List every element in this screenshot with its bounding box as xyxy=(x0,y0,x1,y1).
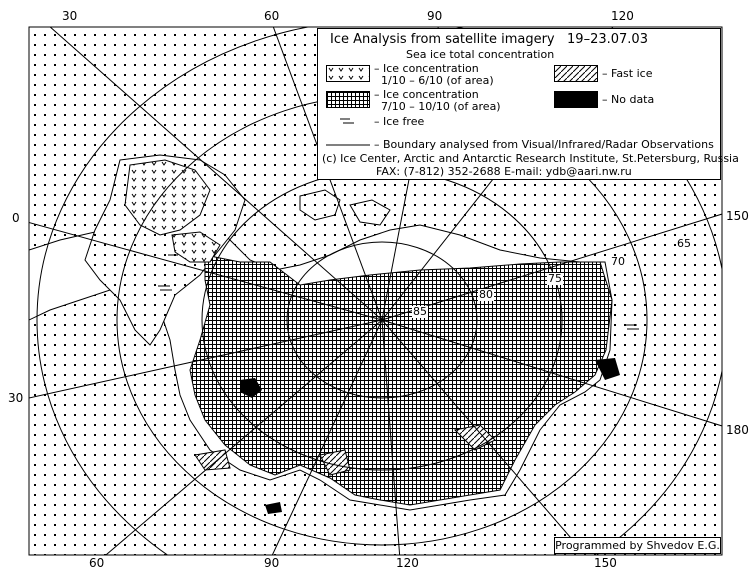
lat-label-80: 80 xyxy=(479,288,493,301)
swatch-fast-ice xyxy=(554,65,598,82)
legend-subtitle: Sea ice total concentration xyxy=(406,48,555,61)
lat-label-85: 85 xyxy=(413,305,427,318)
legend-box xyxy=(317,28,739,180)
swatch-boundary-line xyxy=(326,143,370,147)
lon-label-bottom-2: 120 xyxy=(396,556,419,570)
legend-credit: (c) Ice Center, Arctic and Antarctic Research Institute, St.Petersburg, Russia xyxy=(322,152,739,165)
swatch-ice-free xyxy=(338,116,356,126)
legend-fast-ice-text: – Fast ice xyxy=(602,67,653,80)
legend-title xyxy=(330,32,648,47)
date-range: 19–23.07.03 xyxy=(567,32,648,47)
lon-label-top-0: 30 xyxy=(62,9,78,23)
lon-label-bottom-0: 60 xyxy=(89,556,105,570)
legend-low-line2: 1/10 – 6/10 (of area) xyxy=(381,74,494,87)
legend-contact: FAX: (7-812) 352-2688 E-mail: ydb@aari.nw.ru xyxy=(376,165,632,178)
legend-low-line1: Ice concentration xyxy=(383,62,479,75)
lon-label-top-1: 60 xyxy=(264,9,280,23)
lon-label-right-1: 180 xyxy=(726,423,749,437)
lat-label-65: 65 xyxy=(677,237,691,250)
lon-label-bottom-3: 150 xyxy=(594,556,617,570)
legend-boundary-text: – Boundary analysed from Visual/Infrared/Radar Observations xyxy=(374,138,714,151)
lon-label-left-1: 30 xyxy=(8,391,24,405)
legend-high-line1: Ice concentration xyxy=(383,88,479,101)
legend-ice-free-text: – Ice free xyxy=(374,115,425,128)
lon-label-right-0: 150 xyxy=(726,209,749,223)
legend-no-data-text: – No data xyxy=(602,93,655,106)
legend-ice-free-label: Ice free xyxy=(383,115,425,128)
chart-title: Ice Analysis from satellite imagery xyxy=(330,32,555,47)
lon-label-top-3: 120 xyxy=(611,9,634,23)
lat-label-75: 75 xyxy=(548,272,562,285)
legend-high-text: – Ice concentration 7/10 – 10/10 (of area) xyxy=(374,88,501,113)
lon-label-bottom-1: 90 xyxy=(264,556,280,570)
lat-label-70: 70 xyxy=(611,255,625,268)
swatch-low-concentration xyxy=(326,65,370,82)
lon-label-left-0: 0 xyxy=(12,211,20,225)
legend-high-line2: 7/10 – 10/10 (of area) xyxy=(381,100,501,113)
legend-fast-ice-label: Fast ice xyxy=(611,67,653,80)
swatch-no-data xyxy=(554,91,598,108)
programmer-credit: Programmed by Shvedov E.G. xyxy=(555,539,720,552)
legend-boundary-label: Boundary analysed from Visual/Infrared/Radar Observations xyxy=(383,138,714,151)
swatch-high-concentration xyxy=(326,91,370,108)
legend-low-text: – Ice concentration 1/10 – 6/10 (of area) xyxy=(374,62,494,87)
lon-label-top-2: 90 xyxy=(427,9,443,23)
legend-no-data-label: No data xyxy=(611,93,655,106)
